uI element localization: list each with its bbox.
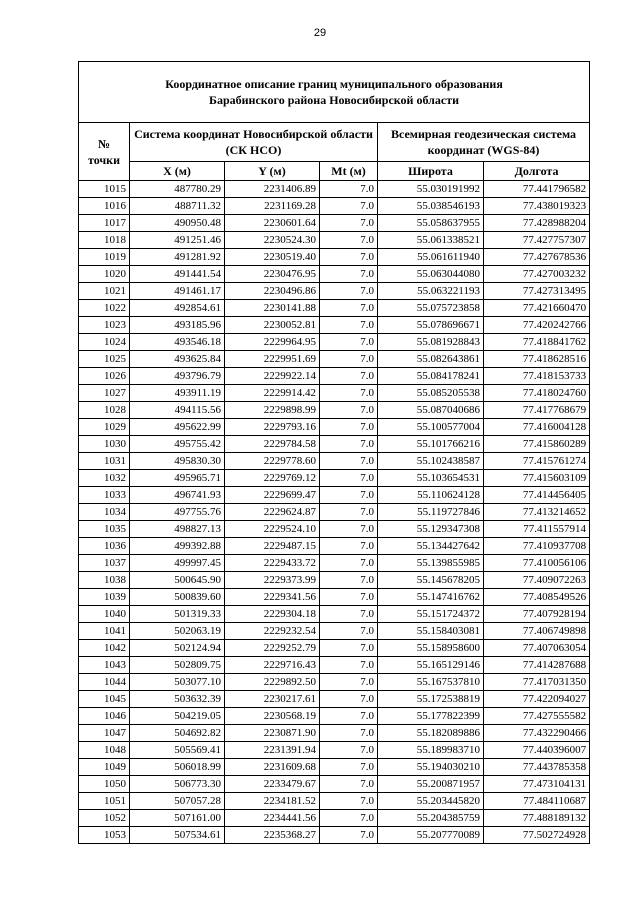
mt-cell: 7.0 [320, 742, 378, 759]
x-cell: 496741.93 [130, 487, 225, 504]
latitude-cell: 55.203445820 [378, 793, 484, 810]
point-number-cell: 1017 [79, 215, 130, 232]
table-row [79, 419, 590, 436]
mt-cell: 7.0 [320, 232, 378, 249]
y-column-header: Y (м) [225, 162, 320, 181]
latitude-cell: 55.103654531 [378, 470, 484, 487]
point-number-cell: 1049 [79, 759, 130, 776]
latitude-cell: 55.189983710 [378, 742, 484, 759]
latitude-cell: 55.063221193 [378, 283, 484, 300]
mt-cell: 7.0 [320, 538, 378, 555]
table-row [79, 555, 590, 572]
point-number-cell: 1035 [79, 521, 130, 538]
y-cell: 2230568.19 [225, 708, 320, 725]
point-number-cell: 1039 [79, 589, 130, 606]
point-number-cell: 1051 [79, 793, 130, 810]
table-row [79, 589, 590, 606]
longitude-cell: 77.410937708 [484, 538, 590, 555]
y-cell: 2229784.58 [225, 436, 320, 453]
table-row [79, 181, 590, 198]
point-number-cell: 1040 [79, 606, 130, 623]
y-cell: 2229624.87 [225, 504, 320, 521]
x-cell: 491441.54 [130, 266, 225, 283]
table-row [79, 623, 590, 640]
mt-cell: 7.0 [320, 793, 378, 810]
table-row [79, 487, 590, 504]
nso-system-header: Система координат Новосибирской области (СК НСО) [130, 123, 378, 162]
point-number-cell: 1050 [79, 776, 130, 793]
point-number-cell: 1044 [79, 674, 130, 691]
latitude-cell: 55.038546193 [378, 198, 484, 215]
table-title-line-2: Барабинского района Новосибирской области [209, 93, 460, 107]
y-cell: 2230601.64 [225, 215, 320, 232]
latitude-cell: 55.063044080 [378, 266, 484, 283]
latitude-cell: 55.078696671 [378, 317, 484, 334]
table-row [79, 691, 590, 708]
longitude-cell: 77.473104131 [484, 776, 590, 793]
table-row [79, 351, 590, 368]
y-cell: 2230141.88 [225, 300, 320, 317]
latitude-cell: 55.087040686 [378, 402, 484, 419]
latitude-cell: 55.147416762 [378, 589, 484, 606]
mt-cell: 7.0 [320, 606, 378, 623]
longitude-cell: 77.418628516 [484, 351, 590, 368]
longitude-cell: 77.411557914 [484, 521, 590, 538]
point-number-cell: 1020 [79, 266, 130, 283]
point-number-cell: 1027 [79, 385, 130, 402]
y-cell: 2229341.56 [225, 589, 320, 606]
latitude-cell: 55.085205538 [378, 385, 484, 402]
mt-cell: 7.0 [320, 351, 378, 368]
latitude-cell: 55.207770089 [378, 827, 484, 844]
point-number-cell: 1018 [79, 232, 130, 249]
longitude-cell: 77.415603109 [484, 470, 590, 487]
mt-cell: 7.0 [320, 810, 378, 827]
x-cell: 491461.17 [130, 283, 225, 300]
x-cell: 500839.60 [130, 589, 225, 606]
y-cell: 2230496.86 [225, 283, 320, 300]
x-cell: 506018.99 [130, 759, 225, 776]
longitude-cell: 77.422094027 [484, 691, 590, 708]
y-cell: 2229524.10 [225, 521, 320, 538]
table-title [79, 62, 590, 123]
point-number-cell: 1043 [79, 657, 130, 674]
table-row [79, 810, 590, 827]
table-row [79, 249, 590, 266]
y-cell: 2233479.67 [225, 776, 320, 793]
latitude-cell: 55.119727846 [378, 504, 484, 521]
x-cell: 491281.92 [130, 249, 225, 266]
y-cell: 2229699.47 [225, 487, 320, 504]
x-cell: 494115.56 [130, 402, 225, 419]
longitude-cell: 77.427313495 [484, 283, 590, 300]
mt-cell: 7.0 [320, 555, 378, 572]
x-cell: 488711.32 [130, 198, 225, 215]
mt-cell: 7.0 [320, 198, 378, 215]
table-row [79, 606, 590, 623]
point-number-cell: 1029 [79, 419, 130, 436]
latitude-cell: 55.101766216 [378, 436, 484, 453]
y-cell: 2230476.95 [225, 266, 320, 283]
number-sign: № [97, 136, 111, 151]
x-cell: 493796.79 [130, 368, 225, 385]
wgs-system-header: Всемирная геодезическая система координат (WGS-84) [378, 123, 590, 162]
x-cell: 502124.94 [130, 640, 225, 657]
y-cell: 2229487.15 [225, 538, 320, 555]
mt-cell: 7.0 [320, 402, 378, 419]
latitude-cell: 55.139855985 [378, 555, 484, 572]
longitude-cell: 77.414456405 [484, 487, 590, 504]
longitude-cell: 77.406749898 [484, 623, 590, 640]
y-cell: 2229898.99 [225, 402, 320, 419]
point-number-cell: 1034 [79, 504, 130, 521]
table-row [79, 215, 590, 232]
y-cell: 2229232.54 [225, 623, 320, 640]
table-title-line-1: Координатное описание границ муниципального образования [165, 77, 503, 91]
x-cell: 504692.82 [130, 725, 225, 742]
point-number-cell: 1022 [79, 300, 130, 317]
mt-cell: 7.0 [320, 300, 378, 317]
point-number-cell: 1031 [79, 453, 130, 470]
x-cell: 507057.28 [130, 793, 225, 810]
x-cell: 495830.30 [130, 453, 225, 470]
x-cell: 493911.19 [130, 385, 225, 402]
longitude-cell: 77.407063054 [484, 640, 590, 657]
longitude-cell: 77.420242766 [484, 317, 590, 334]
y-cell: 2229304.18 [225, 606, 320, 623]
latitude-cell: 55.084178241 [378, 368, 484, 385]
point-number-cell: 1052 [79, 810, 130, 827]
longitude-cell: 77.441796582 [484, 181, 590, 198]
table-row [79, 368, 590, 385]
y-cell: 2229778.60 [225, 453, 320, 470]
y-cell: 2230524.30 [225, 232, 320, 249]
latitude-cell: 55.158958600 [378, 640, 484, 657]
point-number-cell: 1028 [79, 402, 130, 419]
latitude-cell: 55.158403081 [378, 623, 484, 640]
table-row [79, 572, 590, 589]
table-row [79, 793, 590, 810]
mt-cell: 7.0 [320, 470, 378, 487]
x-cell: 493546.18 [130, 334, 225, 351]
mt-cell: 7.0 [320, 368, 378, 385]
latitude-cell: 55.167537810 [378, 674, 484, 691]
x-cell: 502809.75 [130, 657, 225, 674]
latitude-cell: 55.058637955 [378, 215, 484, 232]
x-cell: 500645.90 [130, 572, 225, 589]
point-number-cell: 1024 [79, 334, 130, 351]
y-cell: 2229914.42 [225, 385, 320, 402]
longitude-cell: 77.421660470 [484, 300, 590, 317]
table-row [79, 640, 590, 657]
point-number-cell: 1023 [79, 317, 130, 334]
point-number-cell: 1019 [79, 249, 130, 266]
longitude-cell: 77.427003232 [484, 266, 590, 283]
y-cell: 2229252.79 [225, 640, 320, 657]
table-row [79, 504, 590, 521]
table-row [79, 708, 590, 725]
mt-cell: 7.0 [320, 487, 378, 504]
point-label: точки [87, 152, 121, 167]
mt-cell: 7.0 [320, 640, 378, 657]
point-number-cell: 1038 [79, 572, 130, 589]
x-cell: 504219.05 [130, 708, 225, 725]
mt-cell: 7.0 [320, 827, 378, 844]
longitude-cell: 77.438019323 [484, 198, 590, 215]
latitude-cell: 55.204385759 [378, 810, 484, 827]
x-cell: 499997.45 [130, 555, 225, 572]
point-number-cell: 1016 [79, 198, 130, 215]
y-cell: 2231406.89 [225, 181, 320, 198]
latitude-cell: 55.177822399 [378, 708, 484, 725]
x-cell: 493185.96 [130, 317, 225, 334]
longitude-cell: 77.428988204 [484, 215, 590, 232]
x-cell: 503632.39 [130, 691, 225, 708]
longitude-cell: 77.414287688 [484, 657, 590, 674]
longitude-cell: 77.407928194 [484, 606, 590, 623]
x-cell: 493625.84 [130, 351, 225, 368]
mt-cell: 7.0 [320, 708, 378, 725]
mt-cell: 7.0 [320, 725, 378, 742]
longitude-cell: 77.484110687 [484, 793, 590, 810]
longitude-cell: 77.432290466 [484, 725, 590, 742]
y-cell: 2234441.56 [225, 810, 320, 827]
latitude-cell: 55.151724372 [378, 606, 484, 623]
longitude-cell: 77.440396007 [484, 742, 590, 759]
y-cell: 2231391.94 [225, 742, 320, 759]
longitude-cell: 77.418153733 [484, 368, 590, 385]
longitude-cell: 77.418024760 [484, 385, 590, 402]
longitude-cell: 77.417768679 [484, 402, 590, 419]
x-cell: 495622.99 [130, 419, 225, 436]
point-number-cell: 1053 [79, 827, 130, 844]
y-cell: 2230519.40 [225, 249, 320, 266]
table-row [79, 198, 590, 215]
latitude-column-header: Широта [378, 162, 484, 181]
longitude-cell: 77.408549526 [484, 589, 590, 606]
table-row [79, 402, 590, 419]
longitude-cell: 77.415860289 [484, 436, 590, 453]
y-cell: 2230217.61 [225, 691, 320, 708]
point-number-cell: 1025 [79, 351, 130, 368]
page-number: 29 [313, 27, 327, 39]
x-cell: 506773.30 [130, 776, 225, 793]
coordinates-table [78, 61, 590, 844]
table-row [79, 521, 590, 538]
table-row [79, 657, 590, 674]
latitude-cell: 55.165129146 [378, 657, 484, 674]
point-number-cell: 1046 [79, 708, 130, 725]
point-number-cell: 1045 [79, 691, 130, 708]
x-column-header: X (м) [130, 162, 225, 181]
y-cell: 2229373.99 [225, 572, 320, 589]
x-cell: 490950.48 [130, 215, 225, 232]
table-row [79, 266, 590, 283]
point-number-cell: 1033 [79, 487, 130, 504]
table-row [79, 759, 590, 776]
point-number-cell: 1021 [79, 283, 130, 300]
latitude-cell: 55.030191992 [378, 181, 484, 198]
mt-cell: 7.0 [320, 572, 378, 589]
x-cell: 501319.33 [130, 606, 225, 623]
table-row [79, 725, 590, 742]
latitude-cell: 55.102438587 [378, 453, 484, 470]
y-cell: 2229892.50 [225, 674, 320, 691]
x-cell: 487780.29 [130, 181, 225, 198]
mt-cell: 7.0 [320, 674, 378, 691]
table-row [79, 827, 590, 844]
mt-cell: 7.0 [320, 759, 378, 776]
x-cell: 498827.13 [130, 521, 225, 538]
table-row [79, 453, 590, 470]
latitude-cell: 55.061611940 [378, 249, 484, 266]
mt-cell: 7.0 [320, 623, 378, 640]
latitude-cell: 55.075723858 [378, 300, 484, 317]
point-number-cell: 1036 [79, 538, 130, 555]
point-number-cell: 1042 [79, 640, 130, 657]
y-cell: 2231169.28 [225, 198, 320, 215]
table-row [79, 334, 590, 351]
mt-cell: 7.0 [320, 657, 378, 674]
latitude-cell: 55.172538819 [378, 691, 484, 708]
mt-cell: 7.0 [320, 589, 378, 606]
x-cell: 503077.10 [130, 674, 225, 691]
table-row [79, 674, 590, 691]
longitude-cell: 77.416004128 [484, 419, 590, 436]
latitude-cell: 55.145678205 [378, 572, 484, 589]
x-cell: 495965.71 [130, 470, 225, 487]
x-cell: 492854.61 [130, 300, 225, 317]
y-cell: 2229793.16 [225, 419, 320, 436]
latitude-cell: 55.110624128 [378, 487, 484, 504]
longitude-cell: 77.417031350 [484, 674, 590, 691]
mt-column-header: Mt (м) [320, 162, 378, 181]
table-row [79, 742, 590, 759]
x-cell: 491251.46 [130, 232, 225, 249]
longitude-cell: 77.427555582 [484, 708, 590, 725]
x-cell: 507534.61 [130, 827, 225, 844]
mt-cell: 7.0 [320, 334, 378, 351]
latitude-cell: 55.182089886 [378, 725, 484, 742]
mt-cell: 7.0 [320, 266, 378, 283]
y-cell: 2229716.43 [225, 657, 320, 674]
table-row [79, 470, 590, 487]
table-row [79, 538, 590, 555]
y-cell: 2231609.68 [225, 759, 320, 776]
point-number-cell: 1030 [79, 436, 130, 453]
mt-cell: 7.0 [320, 317, 378, 334]
x-cell: 497755.76 [130, 504, 225, 521]
y-cell: 2230871.90 [225, 725, 320, 742]
longitude-column-header: Долгота [484, 162, 590, 181]
latitude-cell: 55.200871957 [378, 776, 484, 793]
latitude-cell: 55.100577004 [378, 419, 484, 436]
table-row [79, 283, 590, 300]
table-body [79, 181, 590, 844]
point-number-cell: 1026 [79, 368, 130, 385]
mt-cell: 7.0 [320, 504, 378, 521]
y-cell: 2229922.14 [225, 368, 320, 385]
y-cell: 2229433.72 [225, 555, 320, 572]
mt-cell: 7.0 [320, 385, 378, 402]
mt-cell: 7.0 [320, 453, 378, 470]
longitude-cell: 77.418841762 [484, 334, 590, 351]
mt-cell: 7.0 [320, 215, 378, 232]
mt-cell: 7.0 [320, 521, 378, 538]
mt-cell: 7.0 [320, 419, 378, 436]
longitude-cell: 77.413214652 [484, 504, 590, 521]
table-row [79, 385, 590, 402]
latitude-cell: 55.134427642 [378, 538, 484, 555]
y-cell: 2234181.52 [225, 793, 320, 810]
x-cell: 502063.19 [130, 623, 225, 640]
y-cell: 2230052.81 [225, 317, 320, 334]
longitude-cell: 77.415761274 [484, 453, 590, 470]
point-number-header [79, 123, 130, 181]
longitude-cell: 77.443785358 [484, 759, 590, 776]
longitude-cell: 77.409072263 [484, 572, 590, 589]
longitude-cell: 77.502724928 [484, 827, 590, 844]
x-cell: 495755.42 [130, 436, 225, 453]
point-number-cell: 1032 [79, 470, 130, 487]
mt-cell: 7.0 [320, 776, 378, 793]
latitude-cell: 55.194030210 [378, 759, 484, 776]
y-cell: 2229769.12 [225, 470, 320, 487]
point-number-cell: 1037 [79, 555, 130, 572]
mt-cell: 7.0 [320, 249, 378, 266]
table-row [79, 232, 590, 249]
y-cell: 2229951.69 [225, 351, 320, 368]
y-cell: 2229964.95 [225, 334, 320, 351]
mt-cell: 7.0 [320, 436, 378, 453]
longitude-cell: 77.488189132 [484, 810, 590, 827]
table-row [79, 300, 590, 317]
longitude-cell: 77.410056106 [484, 555, 590, 572]
x-cell: 507161.00 [130, 810, 225, 827]
x-cell: 499392.88 [130, 538, 225, 555]
longitude-cell: 77.427757307 [484, 232, 590, 249]
latitude-cell: 55.081928843 [378, 334, 484, 351]
table-row [79, 317, 590, 334]
point-number-cell: 1048 [79, 742, 130, 759]
point-number-cell: 1041 [79, 623, 130, 640]
table-row [79, 776, 590, 793]
longitude-cell: 77.427678536 [484, 249, 590, 266]
latitude-cell: 55.129347308 [378, 521, 484, 538]
y-cell: 2235368.27 [225, 827, 320, 844]
latitude-cell: 55.061338521 [378, 232, 484, 249]
point-number-cell: 1047 [79, 725, 130, 742]
x-cell: 505569.41 [130, 742, 225, 759]
mt-cell: 7.0 [320, 181, 378, 198]
latitude-cell: 55.082643861 [378, 351, 484, 368]
mt-cell: 7.0 [320, 691, 378, 708]
point-number-cell: 1015 [79, 181, 130, 198]
mt-cell: 7.0 [320, 283, 378, 300]
table-row [79, 436, 590, 453]
